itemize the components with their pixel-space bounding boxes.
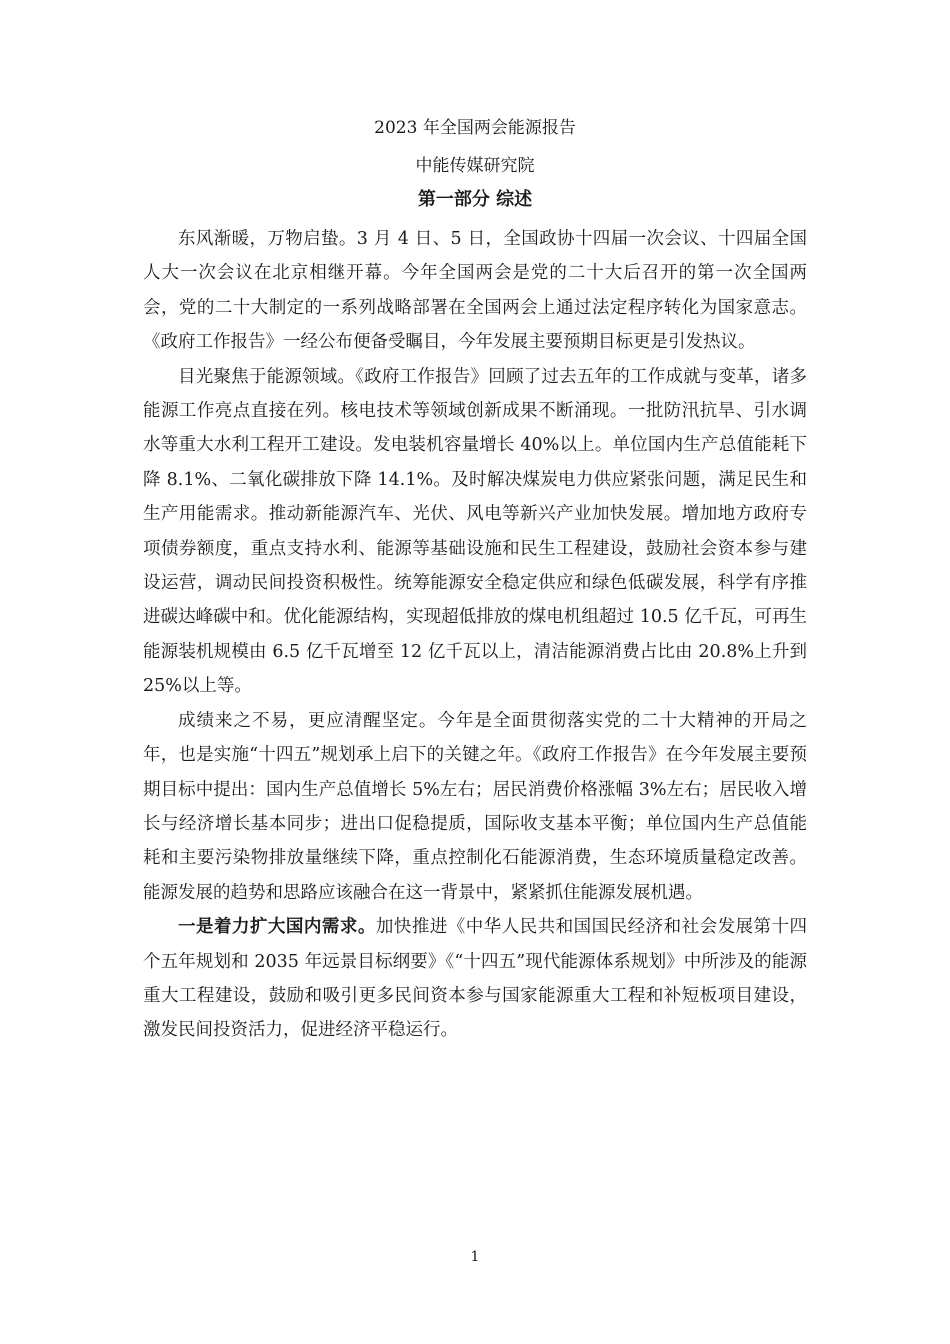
document-title: 2023 年全国两会能源报告: [374, 118, 576, 138]
page-number: 1: [470, 1249, 480, 1265]
body-text: [143, 222, 807, 1048]
paragraph: [143, 222, 807, 360]
paragraph: [143, 910, 807, 1048]
paragraph-lead: 一是着力扩大国内需求。: [178, 917, 376, 938]
document-organization: 中能传媒研究院: [415, 156, 535, 176]
paragraph: [143, 704, 807, 910]
section-heading: 第一部分 综述: [417, 189, 533, 210]
paragraph-text: 目光聚焦于能源领域。《政府工作报告》回顾了过去五年的工作成就与变革，诸多能源工作亮点直接在列。核电技术等领域创新成果不断涌现。一批防汛抗旱、引水调水等重大水利工程开工建设。发电装机容量增长 40%以上。单位国内生产总值能耗下降 8.1%、二氧化碳排放下降 14.1%。及时解决煤炭电力供应紧张问题，满足民生和生产用能需求。推动新能源汽车、光伏、风电等新兴产业加快发展。增加地方政府专项债券额度，重点支持水利、能源等基础设施和民生工程建设，鼓励社会资本参与建设运营，调动民间投资积极性。统筹能源安全稳定供应和绿色低碳发展，科学有序推进碳达峰碳中和。优化能源结构，实现超低排放的煤电机组超过 10.5 亿千瓦，可再生能源装机规模由 6.5 亿千瓦增至 12 亿千瓦以上，清洁能源消费占比由 20.8%上升到 25%以上等。: [143, 366, 807, 697]
paragraph-text: 加快推进《中华人民共和国国民经济和社会发展第十四个五年规划和 2035 年远景目标纲要》《“十四五”现代能源体系规划》中所涉及的能源重大工程建设，鼓励和吸引更多民间资本参与国家能源重大工程和补短板项目建设，激发民间投资活力，促进经济平稳运行。: [143, 917, 808, 1041]
paragraph-text: 东风渐暖，万物启蛰。3 月 4 日、5 日，全国政协十四届一次会议、十四届全国人大一次会议在北京相继开幕。今年全国两会是党的二十大后召开的第一次全国两会，党的二十大制定的一系列战略部署在全国两会上通过法定程序转化为国家意志。《政府工作报告》一经公布便备受瞩目，今年发展主要预期目标更是引发热议。: [143, 229, 807, 353]
paragraph: [143, 360, 807, 704]
paragraph-text: 成绩来之不易，更应清醒坚定。今年是全面贯彻落实党的二十大精神的开局之年，也是实施“十四五”规划承上启下的关键之年。《政府工作报告》在今年发展主要预期目标中提出：国内生产总值增长 5%左右；居民消费价格涨幅 3%左右；居民收入增长与经济增长基本同步；进出口促稳提质，国际收支基本平衡；单位国内生产总值能耗和主要污染物排放量继续下降，重点控制化石能源消费，生态环境质量稳定改善。能源发展的趋势和思路应该融合在这一背景中，紧紧抓住能源发展机遇。: [143, 710, 807, 903]
